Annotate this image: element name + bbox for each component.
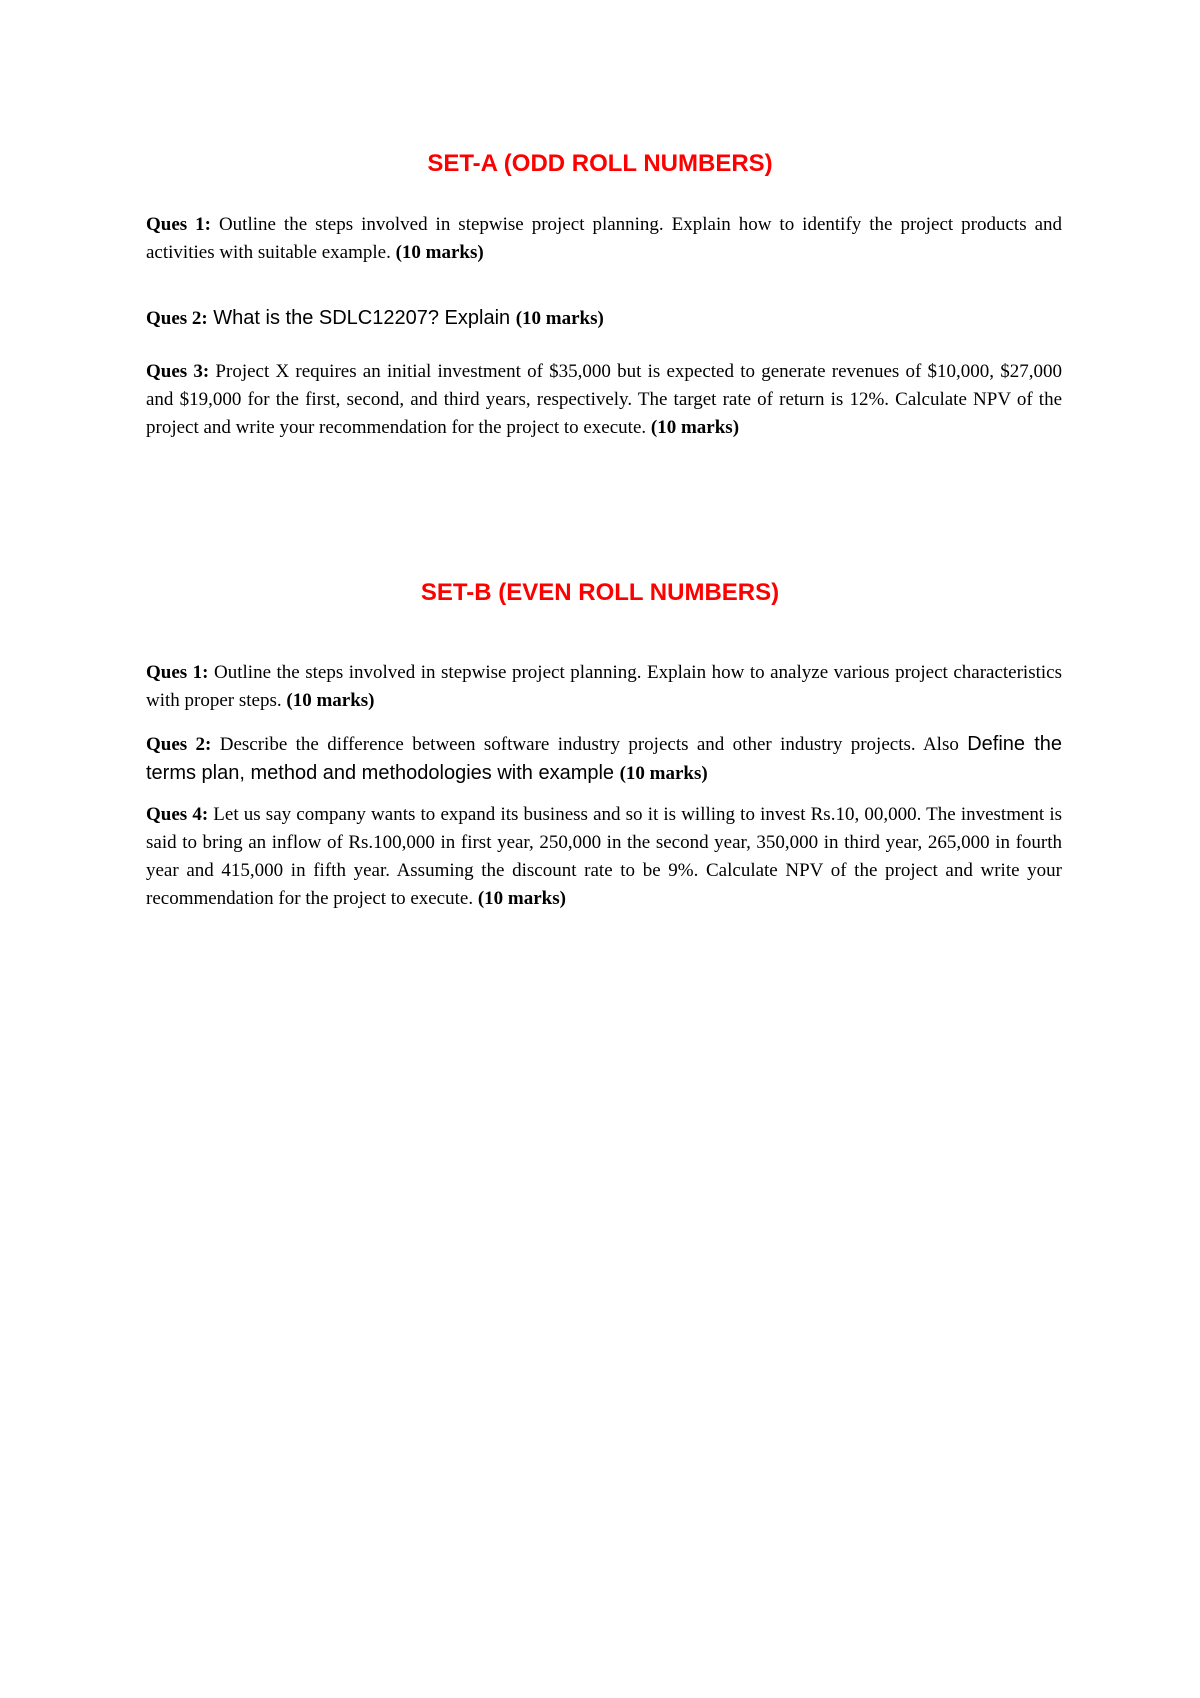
question-marks: (10 marks) <box>650 417 740 438</box>
set-b-question-1 <box>146 659 1062 715</box>
set-a-heading: SET-A (ODD ROLL NUMBERS) <box>427 150 773 177</box>
question-text: Let us say company wants to expand its business and so it is willing to invest Rs.10, 00,000. The investment is said to bring an inflow of Rs.100,000 in first year, 250,000 in the second year, 350,000 in third year, 265,000 in fourth year and 415,000 in fifth year. Assuming the discount rate to be 9%. Calculate NPV of the project and write your recommendation for the project to execute. <box>146 804 1063 909</box>
set-b-heading: SET-B (EVEN ROLL NUMBERS) <box>420 579 780 606</box>
question-label: Ques 4: <box>146 804 209 825</box>
set-a-question-1 <box>146 211 1062 267</box>
question-label: Ques 2: <box>146 734 212 755</box>
question-text: Describe the difference between software industry projects and other industry projects. Also <box>211 734 968 755</box>
question-label: Ques 1: <box>146 214 211 235</box>
question-text: What is the SDLC12207? Explain <box>207 307 516 329</box>
set-a-question-3 <box>146 358 1062 442</box>
question-marks: (10 marks) <box>477 888 566 909</box>
question-label: Ques 3: <box>146 361 210 382</box>
set-b-question-4 <box>146 801 1062 913</box>
question-label: Ques 2: <box>146 308 208 329</box>
question-marks: (10 marks) <box>395 242 484 263</box>
question-marks: (10 marks) <box>286 690 375 711</box>
set-a-question-2 <box>146 304 1062 333</box>
question-text: Outline the steps involved in stepwise project planning. Explain how to analyze various project characteristics with proper steps. <box>146 662 1062 711</box>
question-text-continued: Define the terms plan, method and methodologies with example <box>146 733 1063 784</box>
set-b-question-2 <box>146 730 1062 788</box>
question-text: Project X requires an initial investment of $35,000 but is expected to generate revenues of $10,000, $27,000 and $19,000 for the first, second, and third years, respectively. The target rate of return is 12%. Calculate NPV of the project and write your recommendation for the project to execute. <box>146 361 1063 438</box>
question-label: Ques 1: <box>146 662 209 683</box>
question-marks: (10 marks) <box>515 308 604 329</box>
question-marks: (10 marks) <box>619 763 708 784</box>
question-text: Outline the steps involved in stepwise project planning. Explain how to identify the project products and activities with suitable example. <box>146 214 1063 263</box>
